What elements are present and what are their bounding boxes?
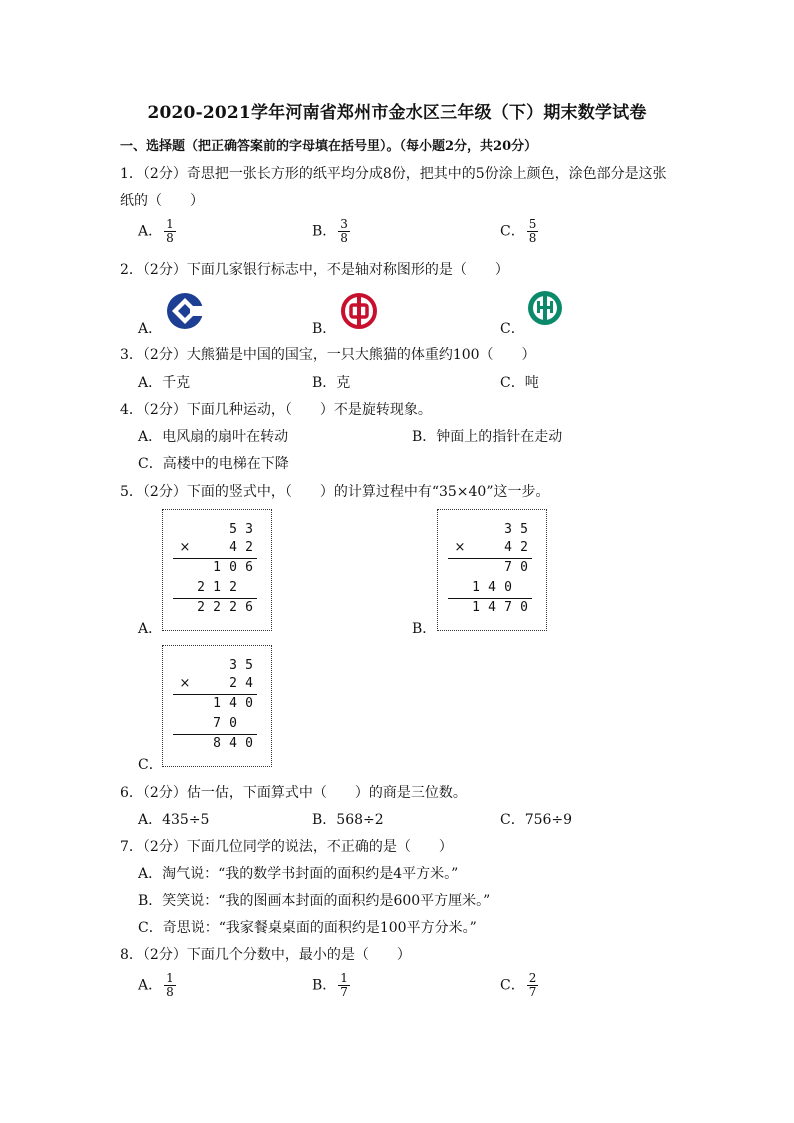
q5-option-b[interactable]: B． xyxy=(412,621,437,637)
calc-row-partial-2: 2 1 2 xyxy=(197,580,237,595)
exam-title: 2020-2021学年河南省郑州市金水区三年级（下）期末数学试卷 xyxy=(147,103,647,123)
q7-option-a[interactable]: A．淘气说：“我的数学书封面的面积约是4平方米。” xyxy=(138,866,459,882)
question-7: 7．（2分）下面几位同学的说法，不正确的是（ ） xyxy=(120,839,453,855)
calc-row-top: 3 5 xyxy=(229,658,253,673)
calc-line xyxy=(448,598,532,599)
calc-row-top: 3 5 xyxy=(504,522,528,537)
vertical-calc-c xyxy=(162,645,272,767)
calc-line xyxy=(173,598,257,599)
question-4: 4．（2分）下面几种运动，（ ）不是旋转现象。 xyxy=(120,402,432,418)
fraction: $\frac{2}{7}$ xyxy=(528,971,537,999)
section-heading: 一、选择题（把正确答案前的字母填在括号里）。（每小题2分，共20分） xyxy=(120,139,538,154)
calc-line xyxy=(173,694,257,695)
calc-row-multiplier: × 2 4 xyxy=(179,676,253,691)
vertical-calc-a xyxy=(162,509,272,631)
q8-option-a[interactable]: A． $\frac{1}{8}$ xyxy=(138,971,174,999)
q2-option-b[interactable]: B． xyxy=(312,321,337,337)
fraction: $\frac{3}{8}$ xyxy=(340,217,348,245)
question-2: 2．（2分）下面几家银行标志中，不是轴对称图形的是（ ） xyxy=(120,262,509,278)
calc-line xyxy=(173,558,257,559)
calc-row-partial-1: 1 4 0 xyxy=(213,696,253,711)
q6-option-a[interactable]: A．435÷5 xyxy=(138,812,210,828)
question-1-line1: 1．（2分）奇思把一张长方形的纸平均分成8份，把其中的5份涂上颜色，涂色部分是这张 xyxy=(120,166,667,182)
calc-row-partial-2: 1 4 0 xyxy=(472,580,512,595)
q7-option-c[interactable]: C．奇思说：“我家餐桌桌面的面积约是100平方分米。” xyxy=(138,920,477,936)
fraction: $\frac{1}{8}$ xyxy=(166,971,174,999)
q5-option-c[interactable]: C． xyxy=(138,757,163,773)
q4-option-c[interactable]: C．高楼中的电梯在下降 xyxy=(138,456,289,472)
q5-option-a[interactable]: A． xyxy=(138,621,163,637)
calc-line xyxy=(448,558,532,559)
calc-row-multiplier: × 4 2 xyxy=(179,540,253,555)
q4-option-b[interactable]: B．钟面上的指针在走动 xyxy=(412,429,563,445)
q7-option-b[interactable]: B．笑笑说：“我的图画本封面的面积约是600平方厘米。” xyxy=(138,893,491,909)
question-1-line2: 纸的（ ） xyxy=(120,193,204,209)
q1-option-a[interactable]: A． $\frac{1}{8}$ xyxy=(138,217,174,245)
q8-option-b[interactable]: B． $\frac{1}{7}$ xyxy=(312,971,348,999)
calc-row-partial-1: 7 0 xyxy=(504,560,528,575)
q8-option-c[interactable]: C． $\frac{2}{7}$ xyxy=(500,971,537,999)
calc-line xyxy=(173,734,257,735)
q2-option-a[interactable]: A． xyxy=(138,321,163,337)
calc-row-result: 1 4 7 0 xyxy=(472,600,528,615)
q3-option-b[interactable]: B．克 xyxy=(312,375,351,391)
fraction: $\frac{5}{8}$ xyxy=(528,217,537,245)
q2-option-c[interactable]: C． xyxy=(500,321,525,337)
q6-option-c[interactable]: C．756÷9 xyxy=(500,812,573,828)
q1-option-b[interactable]: B． $\frac{3}{8}$ xyxy=(312,217,348,245)
q4-option-a[interactable]: A．电风扇的扇叶在转动 xyxy=(138,429,289,445)
calc-row-partial-2: 7 0 xyxy=(213,716,237,731)
question-6: 6．（2分）估一估，下面算式中（ ）的商是三位数。 xyxy=(120,785,467,801)
boc-logo-icon xyxy=(340,292,378,330)
q6-option-b[interactable]: B．568÷2 xyxy=(312,812,384,828)
ccb-logo-icon xyxy=(166,292,204,330)
q1-option-c[interactable]: C． $\frac{5}{8}$ xyxy=(500,217,537,245)
question-5: 5．（2分）下面的竖式中，（ ）的计算过程中有“35×40”这一步。 xyxy=(120,484,550,500)
vertical-calc-b xyxy=(437,509,547,631)
abc-logo-icon xyxy=(526,289,564,327)
calc-row-partial-1: 1 0 6 xyxy=(213,560,253,575)
q3-option-a[interactable]: A．千克 xyxy=(138,375,191,391)
question-8: 8．（2分）下面几个分数中，最小的是（ ） xyxy=(120,947,411,963)
question-3: 3．（2分）大熊猫是中国的国宝，一只大熊猫的体重约100（ ） xyxy=(120,347,536,363)
calc-row-result: 8 4 0 xyxy=(213,736,253,751)
calc-row-top: 5 3 xyxy=(229,522,253,537)
calc-row-result: 2 2 2 6 xyxy=(197,600,253,615)
q3-option-c[interactable]: C．吨 xyxy=(500,375,539,391)
calc-row-multiplier: × 4 2 xyxy=(454,540,528,555)
fraction: $\frac{1}{8}$ xyxy=(166,217,174,245)
fraction: $\frac{1}{7}$ xyxy=(340,971,348,999)
